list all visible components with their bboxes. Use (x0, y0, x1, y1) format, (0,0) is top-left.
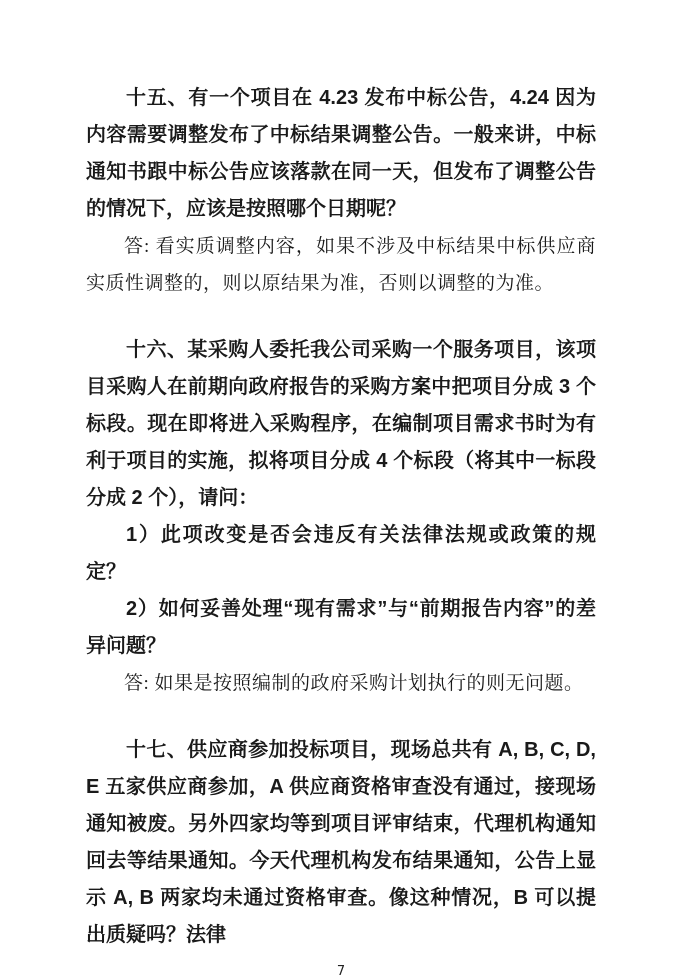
qa-section-17 (86, 732, 596, 954)
qa-section-16 (86, 332, 596, 702)
question-16-subquestion-2: 2）如何妥善处理“现有需求”与“前期报告内容”的差异问题？ (86, 598, 596, 657)
question-16-subquestion-1: 1）此项改变是否会违反有关法律法规或政策的规定？ (86, 524, 596, 583)
question-16-text: 十六、某采购人委托我公司采购一个服务项目，该项目采购人在前期向政府报告的采购方案中把项目分成 3 个标段。现在即将进入采购程序，在编制项目需求书时为有利于项目的实施，拟将项目分成 4 个标段（将其中一标段分成 2 个），请问： (86, 339, 596, 509)
question-15-text: 十五、有一个项目在 4.23 发布中标公告，4.24 因为内容需要调整发布了中标结果调整公告。一般来讲，中标通知书跟中标公告应该落款在同一天，但发布了调整公告的情况下，应该是按照哪个日期呢？ (86, 87, 596, 220)
qa-section-15 (86, 80, 596, 302)
page-number: 7 (336, 964, 346, 979)
answer-15-text: 答: 看实质调整内容，如果不涉及中标结果中标供应商实质性调整的，则以原结果为准，否则以调整的为准。 (86, 236, 596, 294)
page-footer (86, 964, 596, 979)
question-17-text: 十七、供应商参加投标项目，现场总共有 A, B, C, D, E 五家供应商参加，A 供应商资格审查没有通过，接现场通知被废。另外四家均等到项目评审结束，代理机构通知回去等结果通知。今天代理机构发布结果通知，公告上显示 A, B 两家均未通过资格审查。像这种情况，B 可以提出质疑吗？法律 (86, 739, 596, 946)
answer-16-text: 答: 如果是按照编制的政府采购计划执行的则无问题。 (124, 673, 584, 694)
